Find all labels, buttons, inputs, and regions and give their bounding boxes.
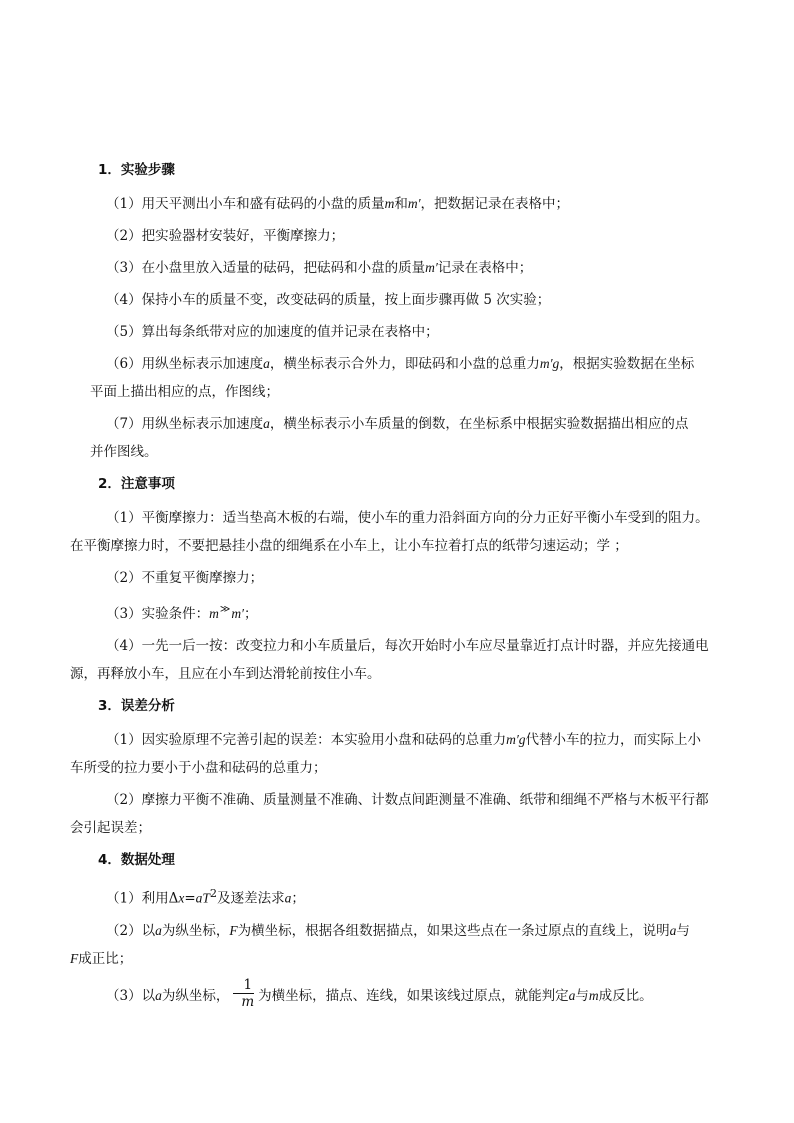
note-2: （2）不重复平衡摩擦力； (106, 570, 264, 586)
error-2-cont: 会引起误差； (70, 820, 151, 836)
section-heading-steps: 1．实验步骤 (98, 162, 175, 178)
note-4: （4）一先一后一按：改变拉力和小车质量后，每次开始时小车应尽量靠近打点计时器，并应先接通电 (106, 638, 709, 654)
data-2: （2）以a为纵坐标，F为横坐标，根据各组数据描点，如果这些点在一条过原点的直线上，说明a与 (106, 922, 690, 939)
error-1-cont: 车所受的拉力要小于小盘和砝码的总重力； (70, 760, 327, 776)
data-2-cont: F成正比； (70, 950, 133, 967)
error-2: （2）摩擦力平衡不准确、质量测量不准确、计数点间距测量不准确、纸带和细绳不严格与木板平行都 (106, 792, 709, 808)
step-7: （7）用纵坐标表示加速度a，横坐标表示小车质量的倒数，在坐标系中根据实验数据描出相应的点 (106, 416, 689, 432)
data-3: （3）以a为纵坐标， $\frac{1}{m}$ 为横坐标，描点、连线，如果该线过原点，就能判定a与m成反比。 (106, 976, 653, 1010)
step-2: （2）把实验器材安装好，平衡摩擦力； (106, 228, 345, 244)
error-1: （1）因实验原理不完善引起的误差：本实验用小盘和砝码的总重力m′g代替小车的拉力，而实际上小 (106, 732, 702, 748)
note-1-cont: 在平衡摩擦力时，不要把悬挂小盘的细绳系在小车上，让小车拉着打点的纸带匀速运动；学 ； (70, 538, 628, 554)
content (70, 160, 724, 1022)
note-3: （3）实验条件：m≫m′； (106, 604, 258, 622)
note-1: （1）平衡摩擦力：适当垫高木板的右端，使小车的重力沿斜面方向的分力正好平衡小车受到的阻力。 (106, 510, 709, 526)
step-4: （4）保持小车的质量不变，改变砝码的质量，按上面步骤再做 5 次实验； (106, 292, 551, 308)
section-heading-notes: 2．注意事项 (98, 476, 175, 492)
step-3: （3）在小盘里放入适量的砝码，把砝码和小盘的质量m′记录在表格中； (106, 260, 533, 276)
section-heading-data: 4．数据处理 (98, 852, 175, 868)
note-4-cont: 源，再释放小车，且应在小车到达滑轮前按住小车。 (70, 666, 381, 682)
step-6: （6）用纵坐标表示加速度a，横坐标表示合外力，即砝码和小盘的总重力m′g，根据实验数据在坐标 (106, 356, 695, 372)
step-6-cont: 平面上描出相应的点，作图线； (90, 384, 279, 400)
step-5: （5）算出每条纸带对应的加速度的值并记录在表格中； (106, 324, 439, 340)
step-1: （1）用天平测出小车和盛有砝码的小盘的质量m和m′，把数据记录在表格中； (106, 196, 570, 212)
fraction-1-over-m: $\frac{1}{m}$ (233, 977, 254, 1010)
data-1: （1）利用$\Delta x=aT^2$及逐差法求a； (106, 887, 305, 907)
section-heading-error: 3．误差分析 (98, 698, 175, 714)
step-7-cont: 并作图线。 (90, 444, 158, 460)
